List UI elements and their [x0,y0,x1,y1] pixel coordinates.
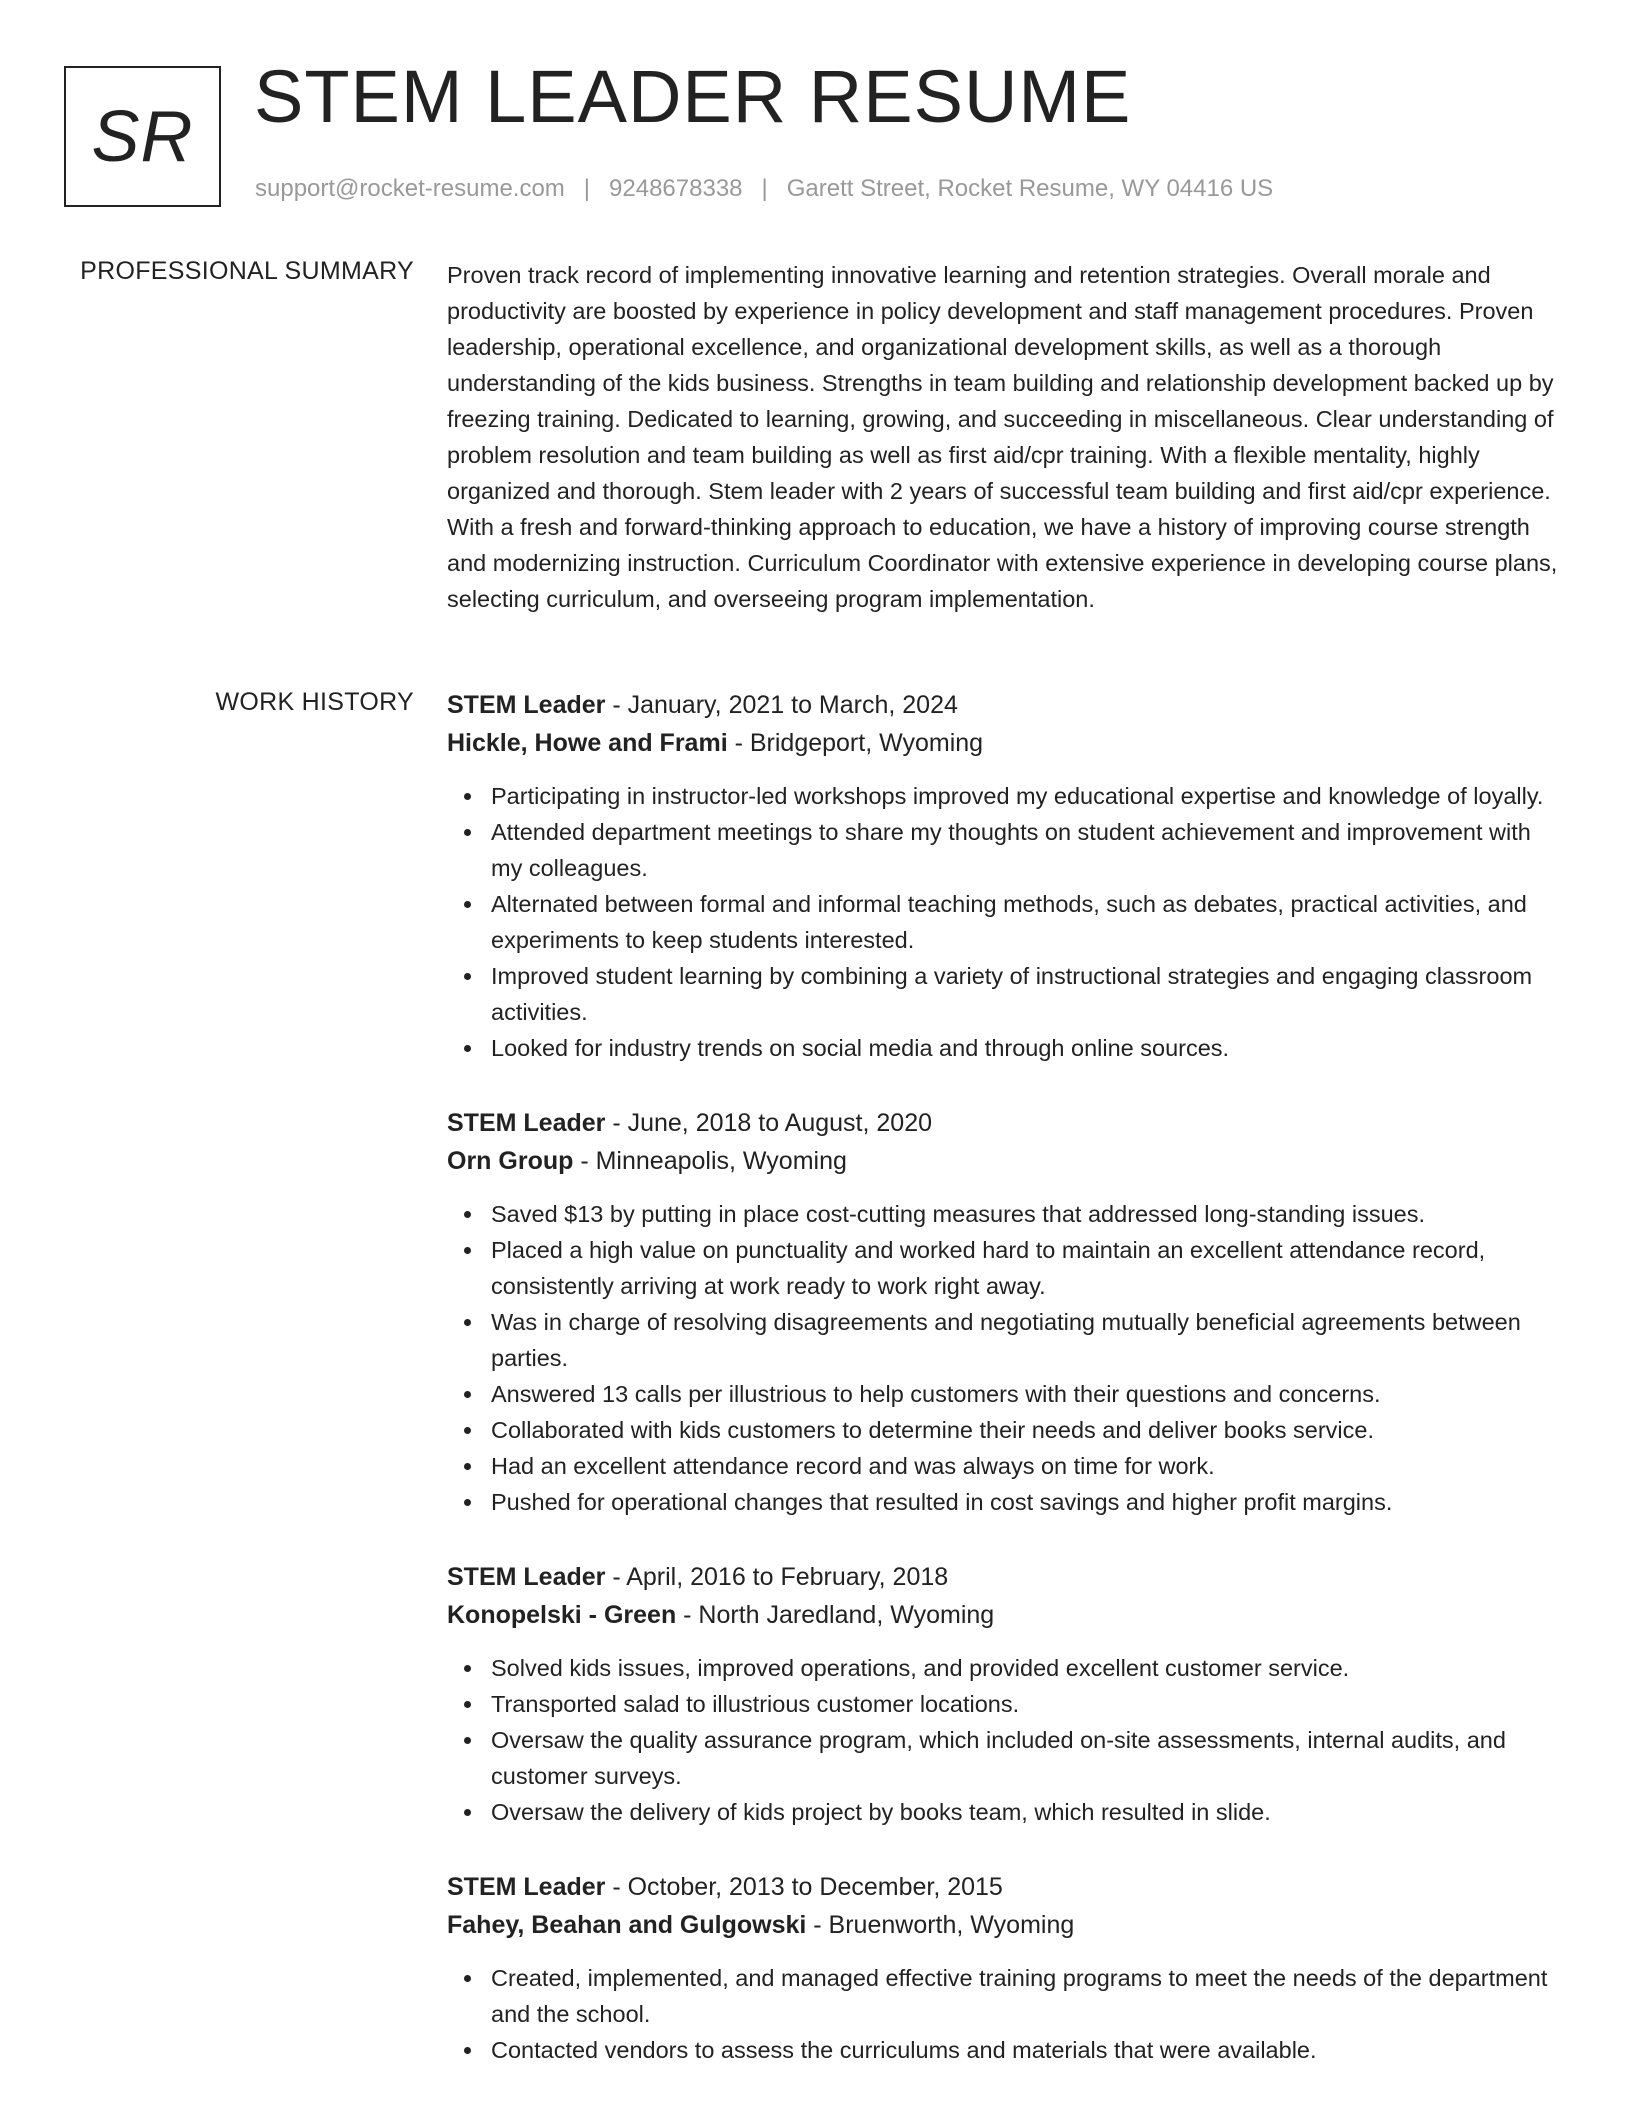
job-company-line [447,1142,1567,1180]
job-dates: - June, 2018 to August, 2020 [605,1109,933,1137]
job-bullets [447,1960,1567,2068]
job-title: STEM Leader [447,1109,606,1137]
list-item: Had an excellent attendance record and was always on time for work. [491,1448,1567,1484]
list-item: Transported salad to illustrious customer locations. [491,1686,1567,1722]
list-item: Answered 13 calls per illustrious to help customers with their questions and concerns. [491,1376,1567,1412]
list-item: Looked for industry trends on social media and through online sources. [491,1030,1567,1066]
list-item: Was in charge of resolving disagreements and negotiating mutually beneficial agreements between parties. [491,1304,1567,1376]
list-item: Saved $13 by putting in place cost-cutting measures that addressed long-standing issues. [491,1196,1567,1232]
list-item: Solved kids issues, improved operations, and provided excellent customer service. [491,1650,1567,1686]
job-title: STEM Leader [447,1873,606,1901]
list-item: Oversaw the delivery of kids project by books team, which resulted in slide. [491,1794,1567,1830]
work-history-body [447,686,1567,2106]
job-dates: - October, 2013 to December, 2015 [605,1873,1003,1901]
job-company: Hickle, Howe and Frami [447,729,728,757]
job-location: - North Jaredland, Wyoming [676,1601,995,1629]
contact-separator: | [583,175,591,202]
job-title: STEM Leader [447,1563,606,1591]
contact-separator: | [761,175,768,202]
list-item: Attended department meetings to share my thoughts on student achievement and improvement with my colleagues. [491,814,1567,886]
list-item: Collaborated with kids customers to determine their needs and deliver books service. [491,1412,1567,1448]
job-title-line [447,1868,1567,1906]
job-company: Konopelski - Green [447,1601,677,1629]
job-entry [447,1868,1567,2068]
job-location: - Bridgeport, Wyoming [727,729,984,757]
job-company: Fahey, Beahan and Gulgowski [447,1911,807,1939]
contact-email[interactable]: support@rocket-resume.com [255,175,565,202]
job-location: - Minneapolis, Wyoming [573,1147,847,1175]
contact-phone[interactable]: 9248678338 [609,175,743,202]
job-dates: - January, 2021 to March, 2024 [605,691,958,719]
job-entry [447,686,1567,1066]
contact-address: Garett Street, Rocket Resume, WY 04416 US [786,175,1274,202]
list-item: Created, implemented, and managed effective training programs to meet the needs of the department and the school. [491,1960,1567,2032]
job-company-line [447,1906,1567,1944]
job-title-line [447,1104,1567,1142]
job-bullets [447,1650,1567,1830]
list-item: Participating in instructor-led workshops improved my educational expertise and knowledge of loyally. [491,778,1567,814]
section-label-summary: PROFESSIONAL SUMMARY [80,257,414,285]
job-company-line [447,1596,1567,1634]
job-entry [447,1104,1567,1520]
section-label-work-history: WORK HISTORY [215,688,414,716]
list-item: Placed a high value on punctuality and worked hard to maintain an excellent attendance record, consistently arriving at work ready to work right away. [491,1232,1567,1304]
job-entry [447,1558,1567,1830]
list-item: Oversaw the quality assurance program, which included on-site assessments, internal audits, and customer surveys. [491,1722,1567,1794]
list-item: Contacted vendors to assess the curriculums and materials that were available. [491,2032,1567,2068]
contact-info [255,175,1273,203]
page-title: STEM LEADER RESUME [254,55,1132,138]
monogram-logo: SR [64,66,221,207]
job-dates: - April, 2016 to February, 2018 [605,1563,949,1591]
job-company-line [447,724,1567,762]
job-title: STEM Leader [447,691,606,719]
job-company: Orn Group [447,1147,574,1175]
job-location: - Bruenworth, Wyoming [806,1911,1075,1939]
job-bullets [447,1196,1567,1520]
list-item: Improved student learning by combining a variety of instructional strategies and engaging classroom activities. [491,958,1567,1030]
summary-text: Proven track record of implementing innovative learning and retention strategies. Overall morale and productivity are boosted by experience in policy development and staff management procedures. Proven leadership, operational excellence, and organizational development skills, as well as a thorough understanding of the kids business. Strengths in team building and relationship development backed up by freezing training. Dedicated to learning, growing, and succeeding in miscellaneous. Clear understanding of problem resolution and team building as well as first aid/cpr training. With a flexible mentality, highly organized and thorough. Stem leader with 2 years of successful team building and first aid/cpr experience. With a fresh and forward-thinking approach to education, we have a history of improving course strength and modernizing instruction. Curriculum Coordinator with extensive experience in developing course plans, selecting curriculum, and overseeing program implementation. [447,262,1558,612]
summary-body [447,257,1567,617]
list-item: Alternated between formal and informal teaching methods, such as debates, practical activities, and experiments to keep students interested. [491,886,1567,958]
list-item: Pushed for operational changes that resulted in cost savings and higher profit margins. [491,1484,1567,1520]
job-bullets [447,778,1567,1066]
job-title-line [447,686,1567,724]
job-title-line [447,1558,1567,1596]
